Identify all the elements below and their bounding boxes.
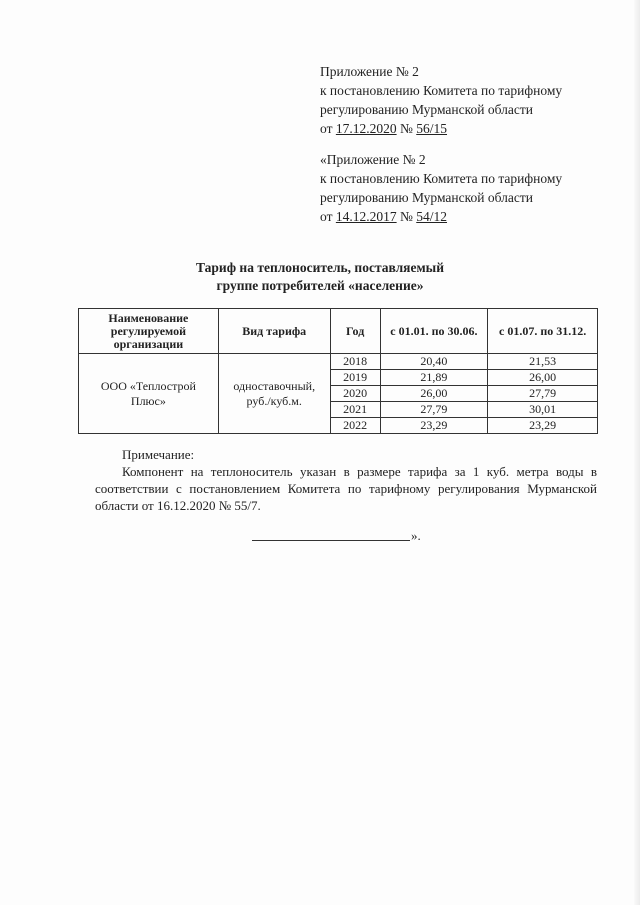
column-header-tariff-kind: Вид тарифа <box>218 309 330 354</box>
year-cell: 2021 <box>330 402 380 418</box>
year-cell: 2020 <box>330 386 380 402</box>
appendix-title: Приложение № 2 <box>320 64 419 79</box>
column-header-year: Год <box>330 309 380 354</box>
column-header-organization <box>79 309 219 354</box>
year-cell: 2019 <box>330 370 380 386</box>
year-cell: 2018 <box>330 354 380 370</box>
value-first-half: 23,29 <box>380 418 488 434</box>
value-second-half: 27,79 <box>488 386 598 402</box>
appendix-reference-line: к постановлению Комитета по тарифному <box>320 171 563 186</box>
number-sign: № <box>396 209 417 224</box>
value-second-half: 26,00 <box>488 370 598 386</box>
signature-line <box>252 530 410 541</box>
value-second-half: 21,53 <box>488 354 598 370</box>
header-text: регулируемой <box>110 323 186 338</box>
table-header-row <box>79 309 598 354</box>
title-line: Тариф на теплоноситель, поставляемый <box>196 260 444 275</box>
value-first-half: 20,40 <box>380 354 488 370</box>
note-text: Компонент на теплоноситель указан в размере тарифа за 1 куб. метра воды в соответствии с постановлением Комитета по тарифному регулирования Мурманской области от 16.12.2020 № 55/7. <box>95 464 597 513</box>
document-title <box>0 259 640 295</box>
appendix-title: «Приложение № 2 <box>320 152 426 167</box>
appendix-reference-line: к постановлению Комитета по тарифному <box>320 83 563 98</box>
tariff-table <box>78 308 598 434</box>
page-edge-shadow <box>634 0 640 905</box>
note-label: Примечание: <box>122 447 195 462</box>
organization-name: ООО «Теплострой <box>100 378 196 393</box>
value-first-half: 26,00 <box>380 386 488 402</box>
appendix-header-current <box>320 62 562 138</box>
column-header-first-half: с 01.01. по 30.06. <box>380 309 488 354</box>
appendix-date-line <box>320 119 562 138</box>
column-header-second-half: с 01.07. по 31.12. <box>488 309 598 354</box>
value-first-half: 21,89 <box>380 370 488 386</box>
tariff-unit: руб./куб.м. <box>246 393 302 408</box>
resolution-number: 56/15 <box>416 121 448 136</box>
date-prefix: от <box>320 121 336 136</box>
resolution-number: 54/12 <box>416 209 448 224</box>
header-text: Наименование <box>108 310 189 325</box>
date-prefix: от <box>320 209 336 224</box>
resolution-date: 14.12.2017 <box>335 209 397 224</box>
number-sign: № <box>396 121 417 136</box>
appendix-header-original <box>320 150 562 226</box>
closing-quote: ». <box>411 528 421 543</box>
appendix-reference-line: регулированию Мурманской области <box>320 102 533 117</box>
resolution-date: 17.12.2020 <box>335 121 397 136</box>
organization-cell <box>79 354 219 434</box>
organization-name: Плюс» <box>130 393 166 408</box>
value-second-half: 30,01 <box>488 402 598 418</box>
appendix-date-line <box>320 207 562 226</box>
title-line: группе потребителей «население» <box>216 278 424 293</box>
tariff-kind-cell <box>218 354 330 434</box>
header-text: организации <box>113 336 184 351</box>
tariff-kind: одноставочный, <box>233 378 316 393</box>
year-cell: 2022 <box>330 418 380 434</box>
value-first-half: 27,79 <box>380 402 488 418</box>
appendix-reference-line: регулированию Мурманской области <box>320 190 533 205</box>
value-second-half: 23,29 <box>488 418 598 434</box>
table-row <box>79 354 598 370</box>
